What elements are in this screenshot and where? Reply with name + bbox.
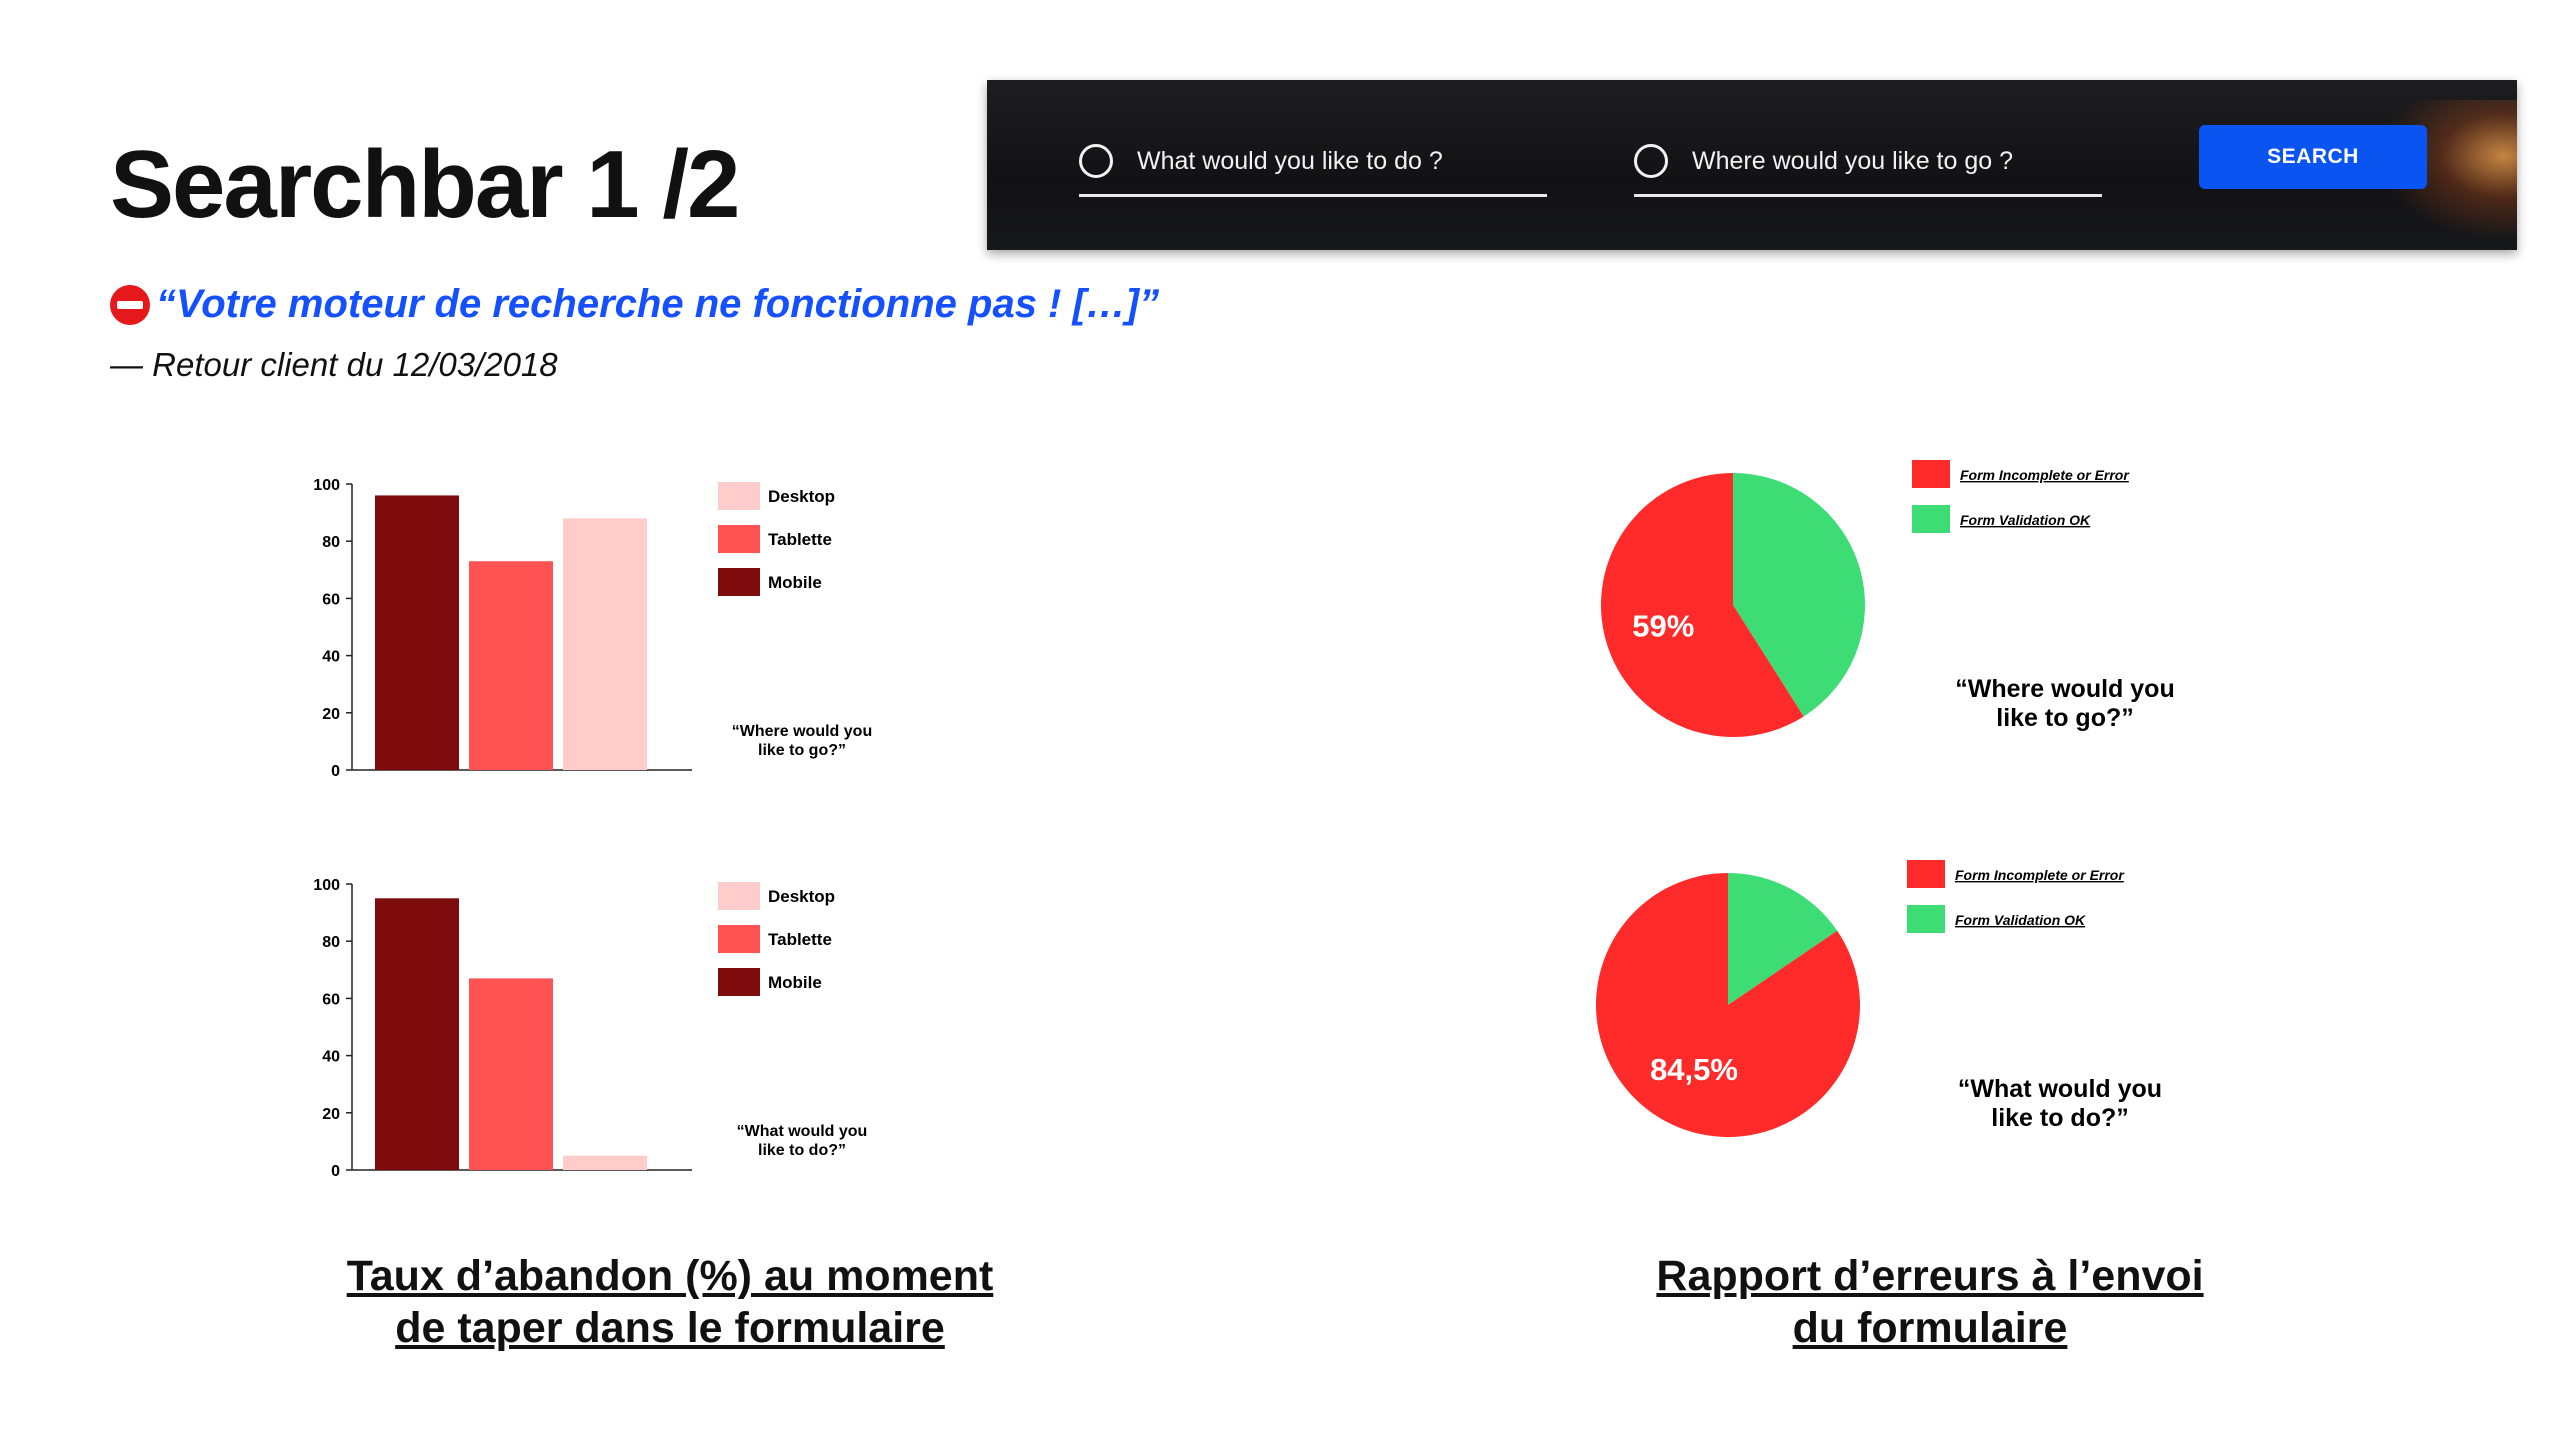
bar-chart-where-to-go: [290, 470, 930, 790]
no-entry-icon: [110, 285, 150, 325]
legend-label: Tablette: [768, 530, 832, 549]
customer-quote: [110, 282, 1159, 327]
what-to-do-placeholder: What would you like to do ?: [1137, 146, 1443, 175]
y-tick-label: 80: [322, 534, 340, 552]
y-tick-label: 80: [322, 934, 340, 952]
pie-charts-caption: [1520, 1250, 2340, 1354]
chart-annotation: like to go?”: [758, 742, 846, 759]
y-tick-label: 40: [322, 648, 340, 666]
caption-line: de taper dans le formulaire: [395, 1304, 945, 1352]
y-tick-label: 60: [322, 991, 340, 1009]
legend-label: Desktop: [768, 487, 836, 506]
legend-label: Mobile: [768, 973, 822, 992]
slide-title: Searchbar 1 /2: [110, 131, 739, 238]
quote-attribution: — Retour client du 12/03/2018: [110, 346, 558, 383]
legend-swatch: [718, 568, 760, 596]
bar-desktop: [563, 1156, 647, 1170]
quote-text: “Votre moteur de recherche ne fonctionne pas ! […]”: [156, 282, 1160, 326]
caption-line: du formulaire: [1792, 1304, 2068, 1352]
what-to-do-field[interactable]: [1079, 128, 1547, 197]
bar-mobile: [375, 495, 459, 770]
caption-line: Rapport d’erreurs à l’envoi: [1656, 1252, 2204, 1300]
search-button[interactable]: SEARCH: [2199, 125, 2427, 189]
legend-swatch: [1907, 905, 1945, 933]
chart-annotation: “Where would you: [731, 723, 873, 740]
bar-charts-caption: [260, 1250, 1080, 1354]
bar-chart-what-to-do: [290, 870, 930, 1190]
chart-annotation: “Where would you: [1955, 675, 2175, 703]
legend-label: Form Validation OK: [1955, 912, 2086, 928]
pie-chart-where-to-go: [1590, 450, 2230, 750]
chart-annotation: “What would you: [736, 1123, 868, 1140]
legend-swatch: [718, 882, 760, 910]
chart-annotation: like to go?”: [1996, 704, 2134, 732]
where-to-go-field[interactable]: [1634, 128, 2102, 197]
bar-mobile: [375, 898, 459, 1170]
caption-line: Taux d’abandon (%) au moment: [346, 1252, 994, 1300]
legend-swatch: [718, 525, 760, 553]
legend-label: Form Incomplete or Error: [1955, 867, 2124, 883]
chart-annotation: like to do?”: [758, 1142, 846, 1159]
bar-chart-svg: [290, 470, 930, 790]
bar-chart-svg: [290, 870, 930, 1190]
legend-swatch: [1912, 460, 1950, 488]
bar-desktop: [563, 518, 647, 770]
legend-swatch: [718, 482, 760, 510]
legend-swatch: [1912, 505, 1950, 533]
pie-chart-what-to-do: [1585, 850, 2225, 1150]
legend-swatch: [718, 968, 760, 996]
y-tick-label: 100: [313, 477, 340, 494]
where-to-go-placeholder: Where would you like to go ?: [1692, 146, 2014, 175]
legend-swatch: [1907, 860, 1945, 888]
legend-label: Form Incomplete or Error: [1960, 467, 2129, 483]
chart-annotation: “What would you: [1957, 1075, 2163, 1103]
y-tick-label: 60: [322, 591, 340, 609]
radio-icon[interactable]: [1634, 144, 1668, 178]
legend-label: Mobile: [768, 573, 822, 592]
y-tick-label: 0: [331, 763, 340, 780]
legend-label: Tablette: [768, 930, 832, 949]
searchbar-banner: [987, 80, 2517, 250]
legend-label: Desktop: [768, 887, 836, 906]
bar-tablette: [469, 561, 553, 770]
y-tick-label: 20: [322, 1105, 340, 1123]
pie-slice-label: 84,5%: [1650, 1052, 1738, 1088]
chart-annotation: like to do?”: [1991, 1104, 2129, 1132]
y-tick-label: 0: [331, 1163, 340, 1180]
legend-swatch: [718, 925, 760, 953]
pie-chart-svg: [1585, 850, 2225, 1150]
y-tick-label: 40: [322, 1048, 340, 1066]
pie-chart-svg: [1590, 450, 2230, 750]
pie-slice-label: 59%: [1632, 608, 1695, 644]
y-tick-label: 20: [322, 705, 340, 723]
y-tick-label: 100: [313, 877, 340, 894]
radio-icon[interactable]: [1079, 144, 1113, 178]
legend-label: Form Validation OK: [1960, 512, 2091, 528]
bar-tablette: [469, 978, 553, 1170]
